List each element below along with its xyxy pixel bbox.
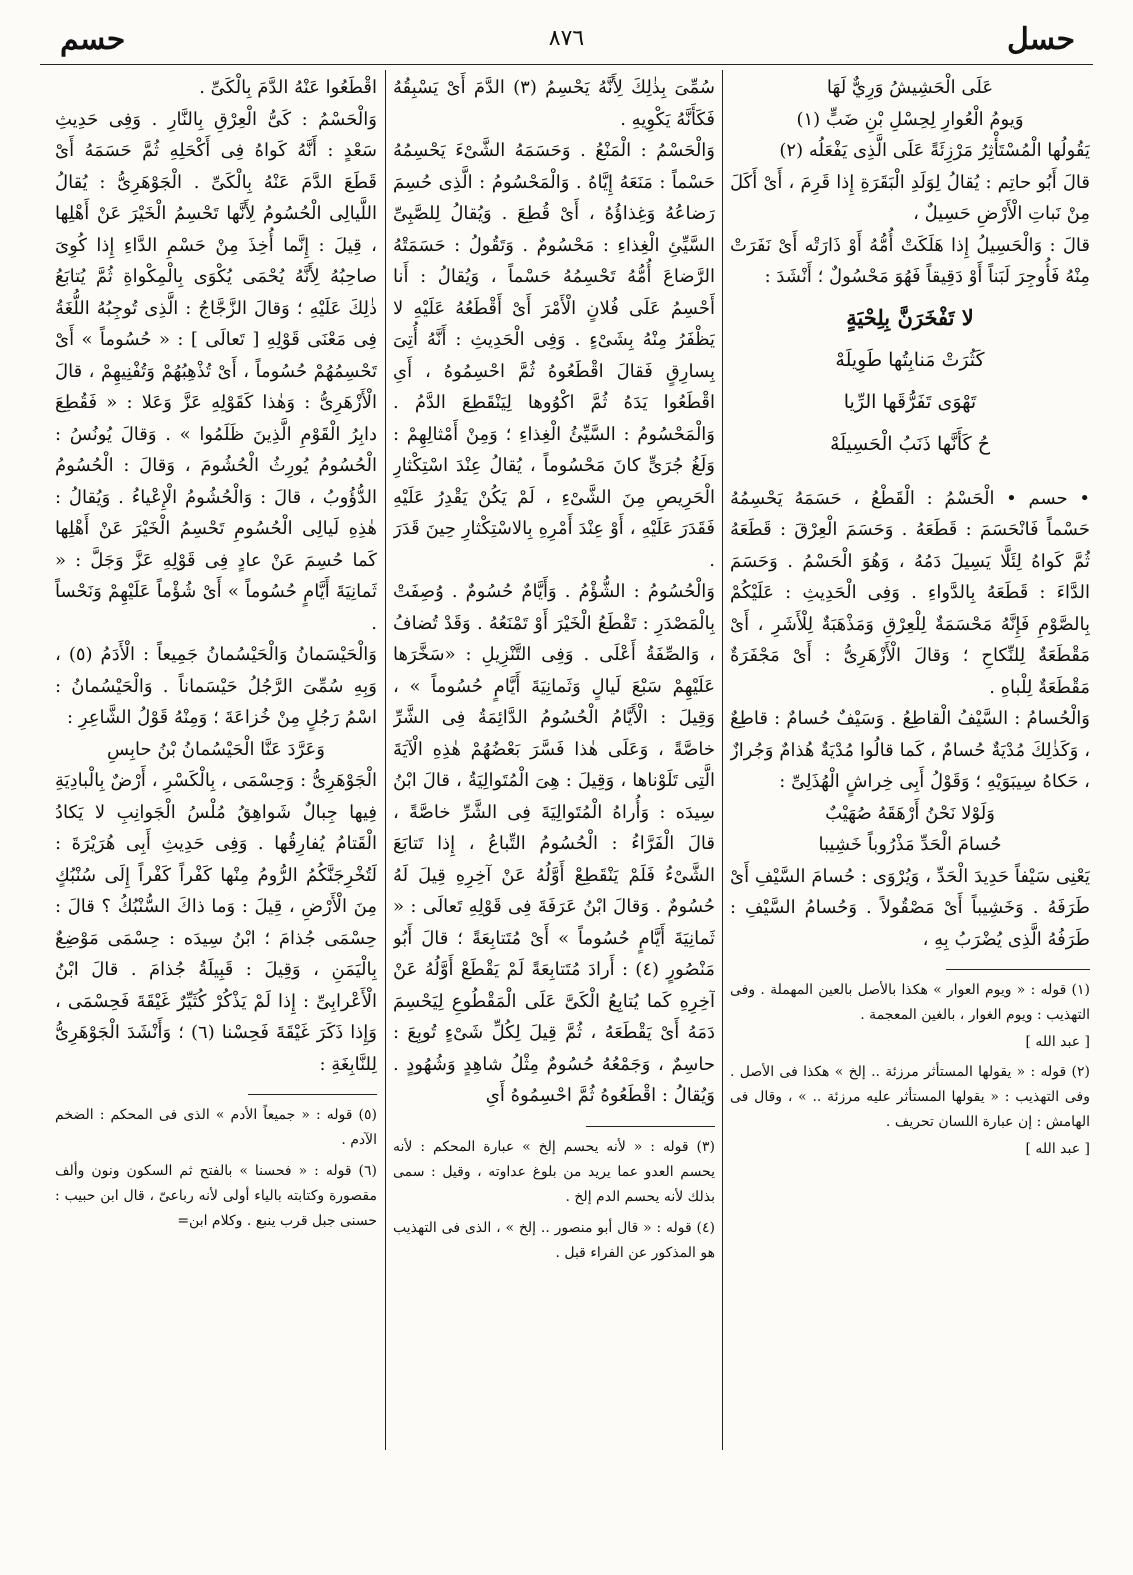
- poem-line: تَهْوَى تَفَرُّقَها الرِّيا: [843, 390, 977, 413]
- page-header: [40, 18, 1093, 58]
- paragraph: • حسم • الْحَسْمُ : الْقَطْعُ ، حَسَمَهُ يَحْسِمُهُ حَسْماً فَانْحَسَمَ : قَطَعَهُ . وَحَسَمَ الْعِرْقَ : قَطَعَهُ ثُمَّ كَواهُ لِئَلَّا يَسِيلَ دَمُهُ ، وَهُوَ الْحَسْمُ . وَحَسَمَ الدَّاءَ : قَطَعَهُ بِالدَّواءِ . وَفِى الْحَدِيثِ : عَلَيْكُمْ بِالصَّوْمِ فَإِنَّهُ مَحْسَمَةٌ لِلْعِرْقِ وَمَذْهَبَةٌ لِلْأَشَرِ ، أَىْ مَقْطَعَةٌ لِلنِّكاحِ ؛ وَقالَ الْأَزْهَرِىُّ : أَىْ مَجْفَرَةٌ مَقْطَعَةٌ لِلْباهِ .: [730, 487, 1090, 698]
- paragraph: الْجَوْهَرِىُّ : وَحِسْمَى ، بِالْكَسْرِ ، أَرْضٌ بِالْبادِيَةِ فِيها جِبالٌ شَواهِقُ مُلْسُ الْجَوانِبِ لا يَكادُ الْقَتامُ يُفارِقُها . وَفِى حَدِيثِ أَبِى هُرَيْرَةَ : لَتُخْرِجَنَّكُمُ الرُّومُ مِنْها كَفْراً كَفْراً إِلَى سُنْبُكٍ مِنَ الْأَرْضِ ، قِيلَ : وَما ذاكَ السُّنْبُكُ ؟ قالَ : حِسْمَى جُذامَ ؛ ابْنُ سِيدَه : حِسْمَى مَوْضِعٌ بِالْيَمَنِ ، وَقِيلَ : قَبِيلَةُ جُذامَ . قالَ ابْنُ الْأَعْرابِىِّ : إِذا لَمْ يَذْكُرْ كُثَيِّرٌ غَيْقَةَ فَحِسْمَى ، وَإِذا ذَكَرَ غَيْقَةَ فَحِسْنا (٦) ؛ وَأَنْشَدَ الْجَوْهَرِىُّ لِلنَّابِغَةِ :: [55, 770, 377, 1075]
- column-right: [730, 72, 1090, 1522]
- footnote: (٢) قوله : « يقولها المستأثر مرزئة .. إلخ » هكذا فى الأصل . وفى التهذيب : « يقولها المستأثر عليه مرزئة .. » ، وقال فى الهامش : إن عبارة اللسان تحريف .: [730, 1064, 1090, 1130]
- verse-line: وَيومُ الْعُوارِ لِحِسْلِ بْنِ ضَبٍّ (١): [796, 108, 1024, 130]
- poem: [730, 297, 1090, 465]
- footnote: (١) قوله : « ويوم العوار » هكذا بالأصل بالعين المهملة . وفى التهذيب : ويوم الغوار ، بالغين المعجمة .: [730, 982, 1090, 1023]
- footnote-signature: [ عبد الله ]: [1025, 1034, 1090, 1050]
- paragraph: وَالْحَسْمُ : الْمَنْعُ . وَحَسَمَهُ الشَّىْءَ يَحْسِمُهُ حَسْماً : مَنَعَهُ إِيَّاهُ . وَالْمَحْسُومُ : الَّذِى حُسِمَ رَضاعُهُ وَغِذاؤُهُ ، أَىْ قُطِعَ . وَيُقالُ لِلصَّبِىِّ السَّيِّئِ الْغِذاءِ : مَحْسُومٌ . وَتَقُولُ : حَسَمَتْهُ الرَّضاعَ أُمُّهُ تَحْسِمُهُ حَسْماً ، وَيُقالُ : أَنا أَحْسِمُ عَلَى فُلانٍ الْأَمْرَ أَىْ أَقْطَعُهُ عَلَيْهِ لا يَظْفَرُ مِنْهُ بِشَىْءٍ . وَفِى الْحَدِيثِ : أَنَّهُ أُتِىَ بِسارِقٍ فَقالَ اقْطَعُوهُ ثُمَّ احْسِمُوهُ ، أَىِ اقْطَعُوا يَدَهُ ثُمَّ اكْوُوها لِيَنْقَطِعَ الدَّمُ . وَالْمَحْسُومُ : السَّيِّئُ الْغِذاءِ ؛ وَمِنْ أَمْثالِهِمْ : وَلَغُ جُرَىٍّ كانَ مَحْسُوماً ، يُقالُ عِنْدَ اسْتِكْثارِ الْحَرِيصِ مِنَ الشَّىْءِ ، لَمْ يَكُنْ يَقْدِرُ عَلَيْهِ فَقَدَرَ عَلَيْهِ ، أَوْ عِنْدَ أَمْرِهِ بِالاسْتِكْثارِ حِينَ قَدَرَ .: [393, 140, 715, 571]
- column-middle-body: [393, 72, 715, 1112]
- paragraph: وَالْحُسُومُ : الشُّؤْمُ . وَأَيَّامٌ حُسُومٌ . وُصِفَتْ بِالْمَصْدَرِ : تَقْطَعُ الْخَيْرَ أَوْ تَمْنَعُهُ . وَقَدْ تُضافُ ، وَالصِّفَةُ أَعْلَى . وَفِى التَّنْزِيلِ : «سَخَّرَها عَلَيْهِمْ سَبْعَ لَيالٍ وَثَمانِيَةَ أَيَّامٍ حُسُوماً » ، وَقِيلَ : الْأَيَّامُ الْحُسُومُ الدَّائِمَةُ فِى الشَّرِّ خاصَّةً ، وَعَلَى هٰذا فَسَّرَ بَعْضُهُمْ هٰذِهِ الْآيَةَ الَّتِى تَلَوْناها ، وَقِيلَ : هِىَ الْمُتَوالِيَةُ ، قالَ ابْنُ سِيدَه : وَأُراهُ الْمُتَوالِيَةَ فِى الشَّرِّ خاصَّةً ، قالَ الْفَرَّاءُ : الْحُسُومُ التِّباعُ ، إِذا تَتابَعَ الشَّىْءُ فَلَمْ يَنْقَطِعْ أَوَّلُهُ عَنْ آخِرِهِ قِيلَ لَهُ حُسُومٌ . وَقالَ ابْنُ عَرَفَةَ فِى قَوْلِهِ تَعالَى : « ثَمانِيَةَ أَيَّامٍ حُسُوماً » أَىْ مُتَتابِعَةً ؛ قالَ أَبُو مَنْصُورٍ (٤) : أَرادَ مُتَتابِعَةً لَمْ يَقْطَعْ أَوَّلُهُ عَنْ آخِرِهِ كَما يُتابِعُ الْكَىَّ عَلَى الْمَقْطُوعِ لِيَحْسِمَ دَمَهُ أَىْ يَقْطَعَهُ ، ثُمَّ قِيلَ لِكُلِّ شَىْءٍ تُوبِعَ : حاسِمٌ ، وَجَمْعُهُ حُسُومٌ مِثْلُ شاهِدٍ وَشُهُودٍ . وَيُقالُ : اقْطَعُوهُ ثُمَّ احْسِمُوهُ أَىِ: [393, 581, 715, 1106]
- running-headword-right: حسل: [1006, 22, 1075, 57]
- paragraph: وَالْحَسْمُ : كَىُّ الْعِرْقِ بِالنَّارِ . وَفِى حَدِيثِ سَعْدٍ : أَنَّهُ كَواهُ فِى أَكْحَلِهِ ثُمَّ حَسَمَهُ أَىْ قَطَعَ الدَّمَ عَنْهُ بِالْكَىِّ . الْجَوْهَرِىُّ : يُقالُ اللَّيالِى الْحُسُومُ لِأَنَّها تَحْسِمُ الْخَيْرَ عَنْ أَهْلِها ، قِيلَ : إِنَّما أُخِذَ مِنْ حَسْمِ الدَّاءِ إِذا كُوِىَ صاحِبُهُ لِأَنَّهُ يُحْمَى يُكْوَى بِالْمِكْواةِ ثُمَّ يُتابَعُ ذٰلِكَ عَلَيْهِ ؛ وَقالَ الزَّجَّاجُ : الَّذِى تُوجِبُهُ اللُّغَةُ فِى مَعْنَى قَوْلِهِ [ تَعالَى ] : « حُسُوماً » أَىْ تَحْسِمُهُمْ حُسُوماً ، أَىْ تُذْهِبُهُمْ وَتُفْنِيهِمْ ، قالَ الْأَزْهَرِىُّ : وَهٰذا كَقَوْلِهِ عَزَّ وَعَلا : « فَقُطِعَ دابِرُ الْقَوْمِ الَّذِينَ ظَلَمُوا » . وَقالَ يُونُسُ : الْحُسُومُ يُورِثُ الْحُشُومَ ، وَقالَ : الْحُسُومُ الدُّؤُوبُ ، قالَ : وَالْحُشُومُ الْإِعْياءُ . وَيُقالُ : هٰذِهِ لَيالِى الْحُسُومِ تَحْسِمُ الْخَيْرَ عَنْ أَهْلِها كَما حُسِمَ عَنْ عادٍ فِى قَوْلِهِ عَزَّ وَجَلَّ : « ثَمانِيَةَ أَيَّامٍ حُسُوماً » أَىْ شُؤْماً عَلَيْهِمْ وَنَحْساً .: [55, 108, 377, 634]
- poem-line: لا تَفْخَرَنَّ بِلِحْيَةٍ: [846, 304, 974, 330]
- page-number: ٨٧٦: [548, 26, 585, 51]
- footnote: (٥) قوله : « جميعاً الأدم » الذى فى المحكم : الضخم الآدم .: [55, 1107, 377, 1148]
- verse-line: عَلَى الْحَشِيشُ وَرِيٌّ لَهَا: [826, 77, 994, 98]
- verse-line: وَعَرَّدَ عَنَّا الْحَيْسُمانُ بْنُ حابِسِ: [107, 738, 325, 760]
- footnote: (٤) قوله : « قال أبو منصور .. إلخ » ، الذى فى التهذيب هو المذكور عن الفراء قبل .: [393, 1219, 715, 1261]
- poem-line: حُ كَأَنَّها ذَنَبُ الْحَسِيلَهْ: [830, 432, 990, 455]
- column-divider-left: [385, 70, 386, 1450]
- paragraph: وَالْحُسامُ : السَّيْفُ الْقاطِعُ . وَسَيْفٌ حُسامٌ : قاطِعٌ ، وَكَذٰلِكَ مُدْيَةٌ حُسامٌ ، كَما قالُوا مُدْيَةٌ هُذامٌ وَجُرازٌ ، حَكاهُ سِيبَوَيْهِ ؛ وَقَوْلُ أَبِى خِراشٍ الْهُذَلِىِّ :: [730, 708, 1090, 792]
- footnote: (٦) قوله : « فحسنا » بالفتح ثم السكون ونون وألف مقصورة وكتابته بالياء أولى لأنه رباعىّ ، قال ابن حبيب : حسنى جبل قرب ينبع . وكلام ابن=: [55, 1163, 377, 1229]
- entry-hasama: [730, 483, 1090, 956]
- header-rule: [40, 64, 1093, 65]
- paragraph: يَقُولُها الْمُسْتَأْثِرُ مَرْزِئَةً عَلَى الَّذِى يَفْعَلُه (٢): [779, 140, 1090, 161]
- paragraph: قالَ : وَالْحَسِيلُ إِذا هَلَكَتْ أُمُّهُ أَوْ ذَارَتْه أَىْ نَفَرَتْ مِنْهُ فَأُوجِرَ لَبَناً أَوْ دَقِيقاً فَهُوَ مَحْسُولٌ ؛ أَنْشَدَ :: [730, 234, 1090, 287]
- paragraph: يَعْنِى سَيْفاً حَدِيدَ الْحَدِّ ، وَيُرْوَى : حُسامَ السَّيْفِ أَىْ طَرَفَهُ . وَخَشِيباً أَىْ مَصْقُولاً . وَحُسامُ السَّيْفِ : طَرَفُهُ الَّذِى يُضْرَبُ بِهِ ،: [730, 865, 1090, 950]
- column-right-body: [730, 72, 1090, 293]
- footnote-separator: [248, 1094, 377, 1095]
- paragraph: سُمِّىَ بِذٰلِكَ لِأَنَّهُ يَحْسِمُ (٣) الدَّمَ أَىْ يَسْبِقُهُ فَكَأَنَّهُ يَكْوِيهِ .: [393, 77, 715, 130]
- column-divider-right: [722, 70, 723, 1450]
- footnote: (٣) قوله : « لأنه يحسم إلخ » عبارة المحكم : لأنه يحسم العدو عما يريد من بلوغ عداوته ، وقيل : سمى بذلك لأنه يحسم الدم إلخ .: [393, 1138, 715, 1205]
- column-left-body: [55, 72, 377, 1080]
- paragraph: وَالْحَيْسَمانُ وَالْحَيْسُمانُ جَمِيعاً : الْأَدَمُ (٥) ، وَبِهِ سُمِّىَ الرَّجُلُ حَيْسَماناً . وَالْحَيْسُمانُ : اسْمُ رَجُلٍ مِنْ خُزاعَةَ ؛ وَمِنْهُ قَوْلُ الشَّاعِرِ :: [55, 644, 377, 728]
- verse-line: حُسامَ الْحَدِّ مَذْرُوباً خَشِيبا: [818, 834, 1002, 855]
- paragraph: اقْطَعُوا عَنْهُ الدَّمَ بِالْكَىِّ .: [199, 77, 377, 98]
- footnote-signature: [ عبد الله ]: [1025, 1141, 1090, 1157]
- verse-line: وَلَوْلا نَحْنُ أَرْهَقَهُ صُهَيْبٌ: [825, 802, 995, 824]
- column-middle: [393, 72, 715, 1522]
- column-left: [55, 72, 377, 1522]
- running-headword-left: حسم: [60, 22, 126, 57]
- poem-line: كَثُرَتْ مَنابِتُها طَوِيلَهْ: [835, 348, 985, 371]
- footnote-separator: [946, 969, 1090, 970]
- paragraph: قالَ أَبُو حاتِم : يُقالُ لِوَلَدِ الْبَقَرَةِ إِذا قَرِمَ ، أَىْ أَكَلَ مِنْ نَباتِ الْأَرْضِ حَسِيلٌ ،: [730, 171, 1090, 224]
- footnote-separator: [586, 1126, 715, 1127]
